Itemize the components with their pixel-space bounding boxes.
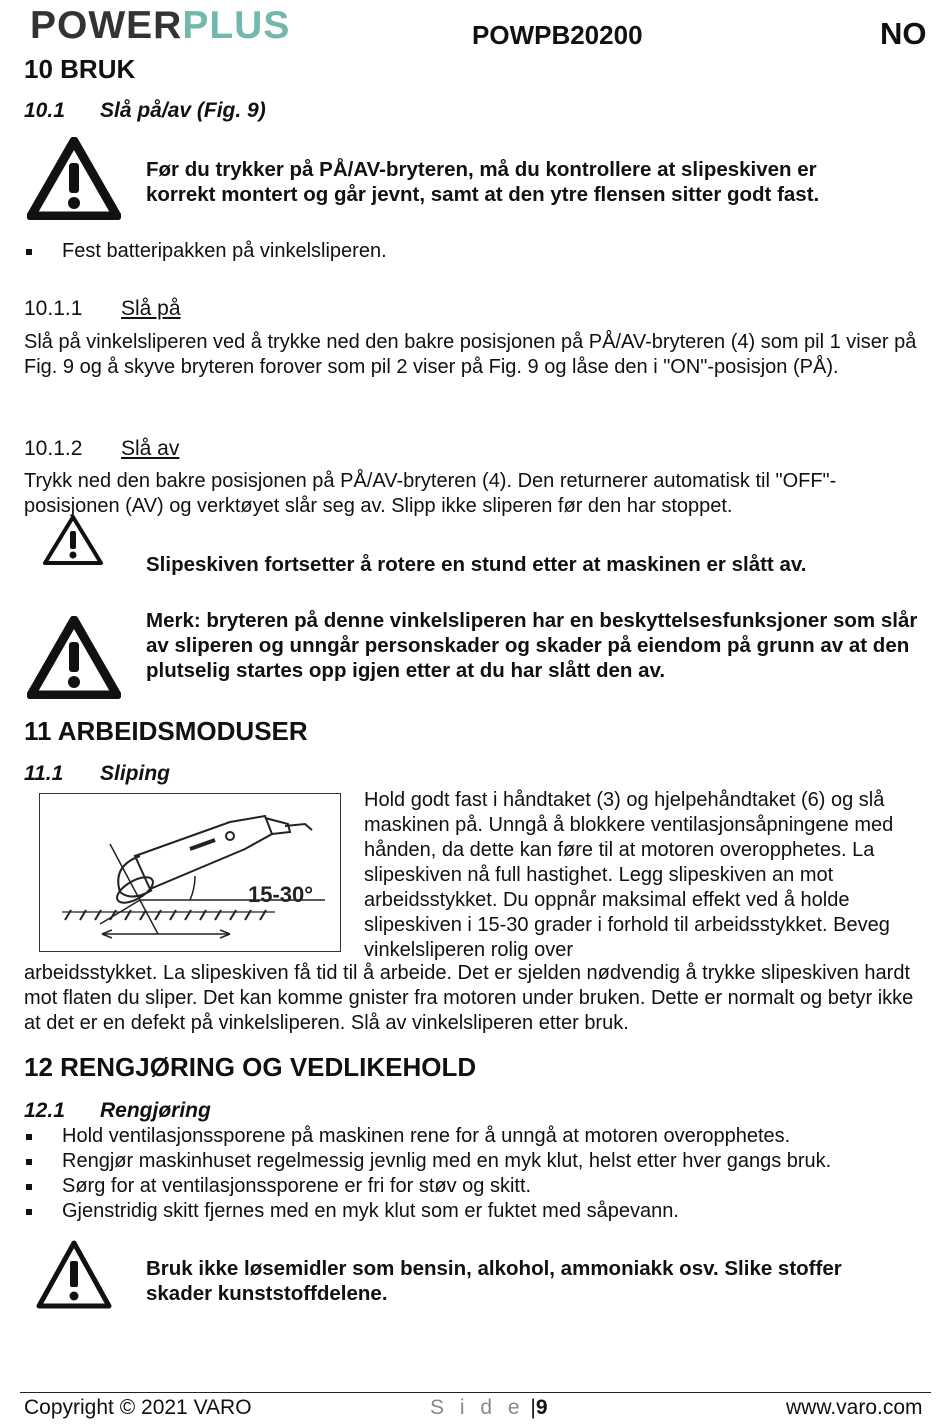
- language-code: NO: [880, 16, 927, 51]
- footer-page-number: 9: [535, 1396, 548, 1419]
- figure-grinding-angle: [39, 793, 341, 952]
- brand-logo: [30, 4, 290, 48]
- bullet-list-10: [24, 239, 924, 264]
- warning-text-1: Før du trykker på PÅ/AV-bryteren, må du kontrollere at slipeskiven er korrekt montert og går jevnt, samt at den ytre flensen sitter godt fast.: [146, 158, 820, 206]
- paragraph-11-1-wrap: Hold godt fast i håndtaket (3) og hjelpehåndtaket (6) og slå maskinen på. Unngå å blokkere ventilasjonsåpningene med hånden, da dette kan føre til at motoren overopphetes. La slipeskiven nå full hastighet. Legg slipeskiven an mot arbeidsstykket. Du oppnår maksimal effekt ved å holde slipeskiven i 15-30 grader i forhold til arbeidsstykket. Beveg vinkelsliperen rolig over: [364, 789, 894, 961]
- footer-separator: |: [530, 1396, 536, 1419]
- list-item: Hold ventilasjonssporene på maskinen rene for å unngå at motoren overopphetes.: [24, 1124, 930, 1149]
- heading-10-1-1-text: Slå på: [121, 297, 181, 320]
- list-item: Rengjør maskinhuset regelmessig jevnlig med en myk klut, helst etter hver gangs bruk.: [24, 1149, 930, 1174]
- footer-side-label: S i d e: [430, 1396, 525, 1419]
- paragraph-10-1-1: Slå på vinkelsliperen ved å trykke ned den bakre posisjonen på PÅ/AV-bryteren (4) som pil 1 viser på Fig. 9 og å skyve bryteren forover som pil 2 viser på Fig. 9 og låse den i "ON"-posisjon (PÅ).: [24, 331, 917, 378]
- heading-11-1-number: 11.1: [24, 762, 64, 785]
- heading-10-1-2-text: Slå av: [121, 437, 180, 460]
- heading-12-1-text: Rengjøring: [100, 1099, 211, 1122]
- paragraph-11-1-full: arbeidsstykket. La slipeskiven få tid til å arbeide. Det er sjelden nødvendig å trykke slipeskiven hardt mot flaten du sliper. Det kan komme gnister fra motoren under bruken. Dette er normalt og betyr ikke at det er en defekt på vinkelsliperen. Slå av vinkelsliperen etter bruk.: [24, 962, 914, 1034]
- model-number: POWPB20200: [472, 20, 643, 50]
- heading-12-1: [24, 1099, 211, 1123]
- heading-10-1-1-number: 10.1.1: [24, 297, 83, 320]
- section-10-title: 10 BRUK: [24, 54, 136, 84]
- logo-part-2: PLUS: [182, 4, 291, 47]
- angle-grinder-illustration: [40, 794, 340, 951]
- section-12-title: 12 RENGJØRING OG VEDLIKEHOLD: [24, 1052, 477, 1082]
- warning-text-4: Bruk ikke løsemidler som bensin, alkohol, ammoniakk osv. Slike stoffer skader kunststoffdelene.: [146, 1257, 842, 1305]
- warning-triangle-icon: [27, 137, 121, 220]
- heading-12-1-number: 12.1: [24, 1099, 65, 1122]
- footer-divider: [20, 1392, 931, 1393]
- list-item: Sørg for at ventilasjonssporene er fri for støv og skitt.: [24, 1174, 930, 1199]
- paragraph-10-1-2: Trykk ned den bakre posisjonen på PÅ/AV-bryteren (4). Den returnerer automatisk til "OFF"-posisjonen (AV) og verktøyet slår seg av. Slipp ikke sliperen før den har stoppet.: [24, 470, 837, 517]
- heading-11-1-text: Sliping: [100, 762, 170, 785]
- logo-part-1: POWER: [30, 4, 183, 47]
- heading-10-1: [24, 99, 266, 123]
- list-item: Gjenstridig skitt fjernes med en myk klut som er fuktet med såpevann.: [24, 1199, 930, 1224]
- heading-10-1-text: Slå på/av (Fig. 9): [100, 99, 266, 122]
- bullet-list-12: [24, 1124, 930, 1224]
- footer-website-link[interactable]: www.varo.com: [786, 1396, 923, 1419]
- heading-10-1-1: [24, 297, 181, 321]
- list-item: Fest batteripakken på vinkelsliperen.: [24, 239, 924, 264]
- figure-angle-label: 15-30°: [248, 882, 314, 907]
- footer-page: [430, 1396, 548, 1420]
- heading-10-1-2: [24, 437, 179, 461]
- heading-10-1-number: 10.1: [24, 99, 65, 122]
- warning-text-3: Merk: bryteren på denne vinkelsliperen har en beskyttelsesfunksjoner som slår av sliperen og unngår personskader og skader på eiendom på grunn av at den plutselig startes opp igjen etter at du har slått den av.: [146, 609, 918, 682]
- warning-triangle-icon: [27, 616, 121, 699]
- warning-text-2: Slipeskiven fortsetter å rotere en stund etter at maskinen er slått av.: [146, 553, 807, 576]
- footer-copyright: Copyright © 2021 VARO: [24, 1396, 252, 1419]
- warning-triangle-icon: [36, 1240, 112, 1310]
- heading-11-1: [24, 762, 170, 786]
- warning-triangle-small-icon: [42, 514, 104, 566]
- section-11-title: 11 ARBEIDSMODUSER: [24, 716, 308, 746]
- heading-10-1-2-number: 10.1.2: [24, 437, 83, 460]
